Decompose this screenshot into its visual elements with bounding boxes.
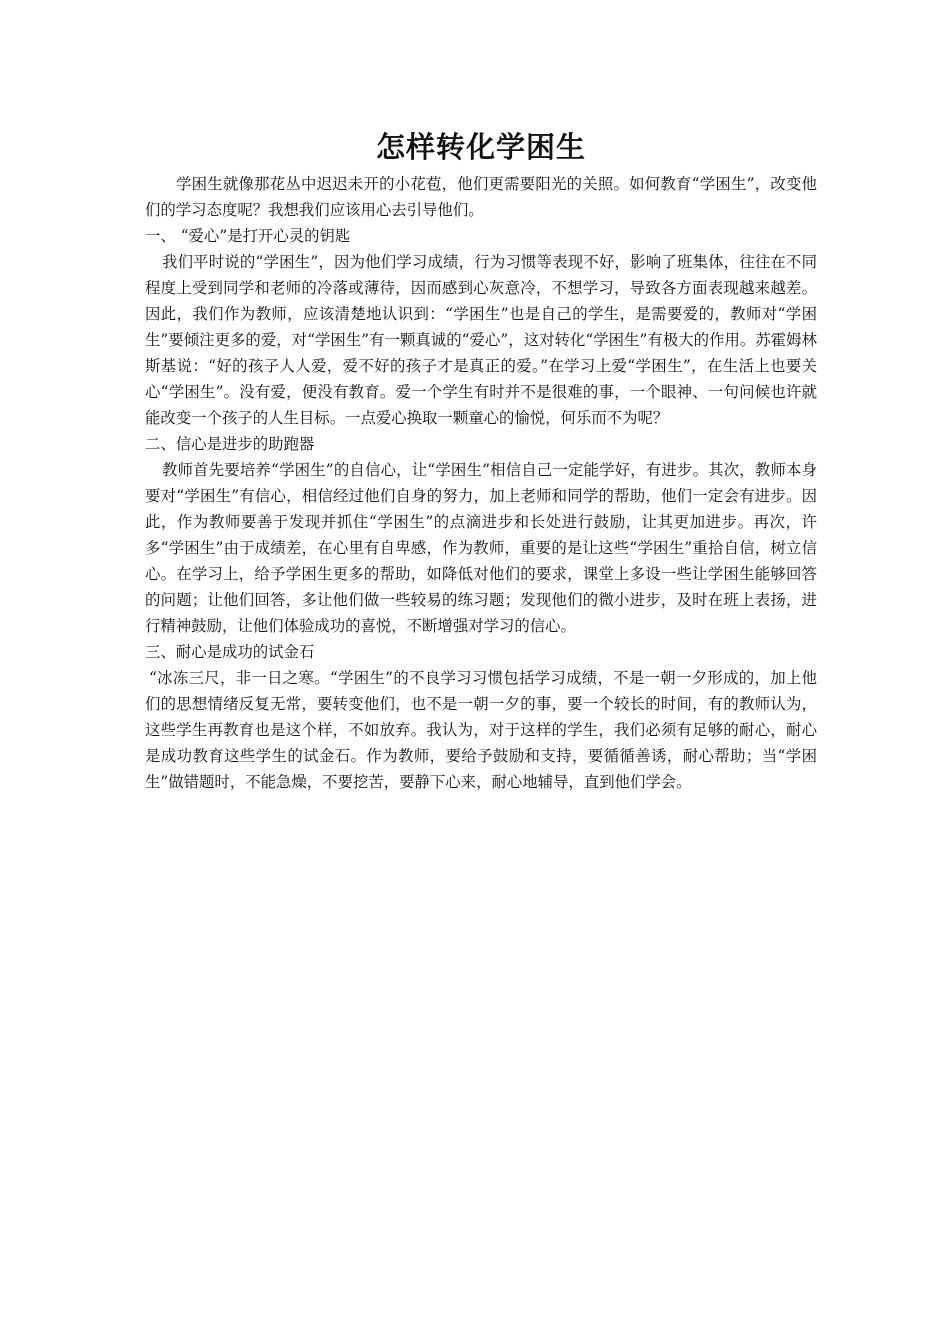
document-title: 怎样转化学困生 — [375, 130, 586, 164]
section-heading-confidence: 二、信心是进步的助跑器 — [145, 435, 315, 453]
section-heading-patience: 三、耐心是成功的试金石 — [145, 643, 315, 661]
section-body-confidence: 教师首先要培养“学困生”的自信心，让“学困生”相信自己一定能学好，有进步。其次，教师本身要对“学困生”有信心，相信经过他们自身的努力，加上老师和同学的帮助，他们一定会有进步。因此，作为教师要善于发现并抓住“学困生”的点滴进步和长处进行鼓励，让其更加进步。再次，许多“学困生”由于成绩差，在心里有自卑感，作为教师，重要的是让这些“学困生”重拾自信，树立信心。在学习上，给予学困生更多的帮助，如降低对他们的要求，课堂上多设一些让学困生能够回答的问题；让他们回答，多让他们做一些较易的练习题；发现他们的微小进步，及时在班上表扬，进行精神鼓励，让他们体验成功的喜悦，不断增强对学习的信心。 — [145, 461, 817, 635]
section-body-patience: “冰冻三尺，非一日之寒。“学困生”的不良学习习惯包括学习成绩，不是一朝一夕形成的，加上他们的思想情绪反复无常，要转变他们，也不是一朝一夕的事，要一个较长的时间，有的教师认为，这些学生再教育也是这个样，不如放弃。我认为，对于这样的学生，我们必须有足够的耐心，耐心是成功教育这些学生的试金石。作为教师，要给予鼓励和支持，要循循善诱，耐心帮助；当“学困生”做错题时，不能急燥，不要挖苦，要静下心来，耐心地辅导，直到他们学会。 — [145, 669, 817, 791]
section-heading-love: 一、 “爱心”是打开心灵的钥匙 — [145, 227, 351, 245]
section-body-love: 我们平时说的“学困生”，因为他们学习成绩，行为习惯等表现不好，影响了班集体，往往在不同程度上受到同学和老师的冷落或薄待，因而感到心灰意冷，不想学习，导致各方面表现越来越差。因此，我们作为教师，应该清楚地认识到：“学困生”也是自己的学生，是需要爱的，教师对“学困生”要倾注更多的爱，对“学困生”有一颗真诚的“爱心”，这对转化“学困生”有极大的作用。苏霍姆林斯基说：“好的孩子人人爱，爱不好的孩子才是真正的爱。”在学习上爱“学困生”，在生活上也要关心“学困生”。没有爱，便没有教育。爱一个学生有时并不是很难的事，一个眼神、一句问候也许就能改变一个孩子的人生目标。一点爱心换取一颗童心的愉悦，何乐而不为呢？ — [145, 253, 817, 427]
intro-paragraph: 学困生就像那花丛中迟迟未开的小花苞，他们更需要阳光的关照。如何教育“学困生”，改变他们的学习态度呢？我想我们应该用心去引导他们。 — [145, 175, 817, 219]
document-body — [145, 171, 817, 795]
document-page — [145, 126, 817, 795]
